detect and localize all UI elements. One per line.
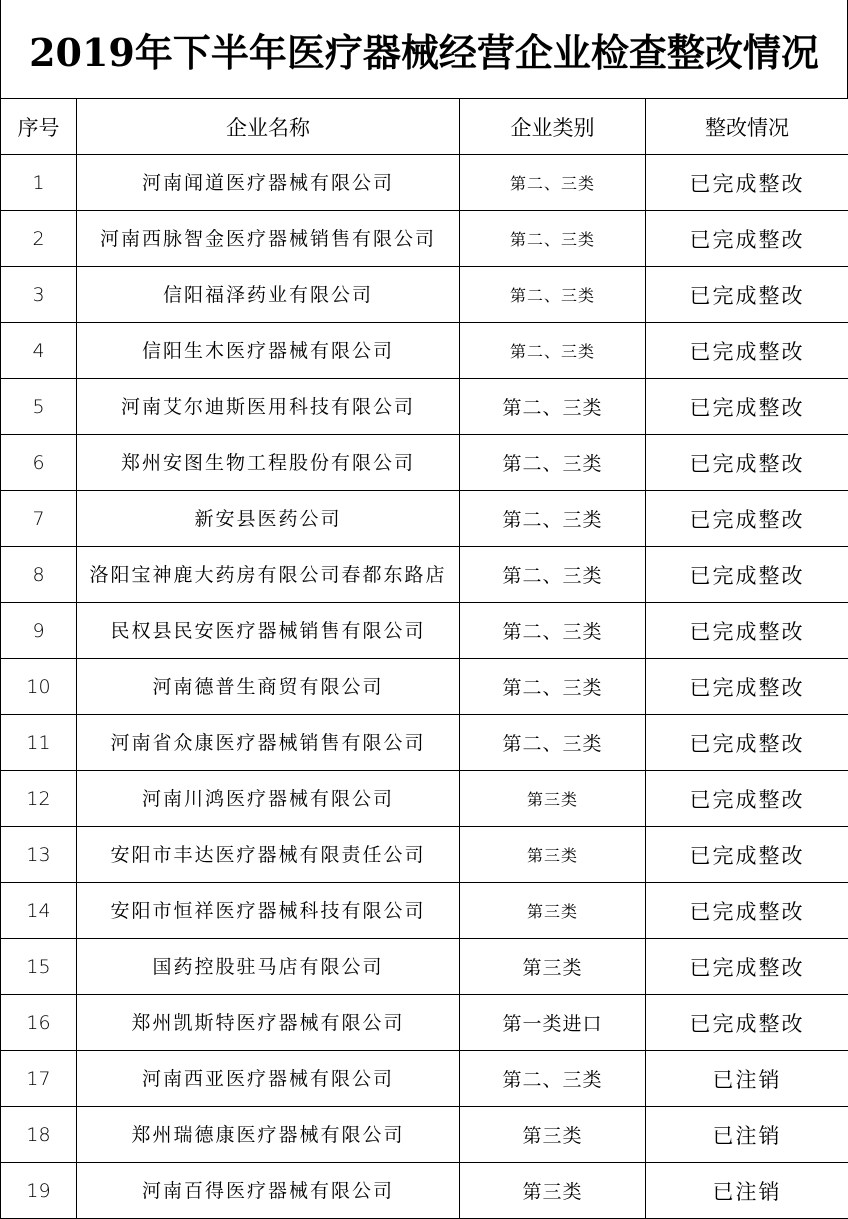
row-index: 19: [1, 1163, 77, 1219]
rectification-status: 已注销: [646, 1107, 848, 1163]
company-name: 民权县民安医疗器械销售有限公司: [77, 603, 460, 659]
company-name: 河南百得医疗器械有限公司: [77, 1163, 460, 1219]
company-category: 第二、三类: [460, 659, 646, 715]
row-index: 3: [1, 267, 77, 323]
row-index: 12: [1, 771, 77, 827]
company-name: 河南西亚医疗器械有限公司: [77, 1051, 460, 1107]
table-row: [1, 659, 848, 715]
company-name: 安阳市丰达医疗器械有限责任公司: [77, 827, 460, 883]
rectification-status: 已完成整改: [646, 995, 848, 1051]
row-index: 18: [1, 1107, 77, 1163]
row-index: 17: [1, 1051, 77, 1107]
page-title: 2019年下半年医疗器械经营企业检查整改情况: [0, 0, 848, 98]
header-row: [1, 99, 848, 155]
rectification-status: 已完成整改: [646, 715, 848, 771]
row-index: 15: [1, 939, 77, 995]
rectification-status: 已完成整改: [646, 267, 848, 323]
table-row: [1, 1163, 848, 1219]
rectification-status: 已完成整改: [646, 323, 848, 379]
row-index: 16: [1, 995, 77, 1051]
table-row: [1, 267, 848, 323]
column-header-name: 企业名称: [77, 99, 460, 155]
company-name: 郑州瑞德康医疗器械有限公司: [77, 1107, 460, 1163]
company-category: 第二、三类: [460, 715, 646, 771]
row-index: 11: [1, 715, 77, 771]
company-category: 第二、三类: [460, 155, 646, 211]
table-row: [1, 379, 848, 435]
rectification-status: 已完成整改: [646, 547, 848, 603]
table-row: [1, 995, 848, 1051]
table-row: [1, 883, 848, 939]
rectification-status: 已完成整改: [646, 211, 848, 267]
company-category: 第二、三类: [460, 379, 646, 435]
company-category: 第一类进口: [460, 995, 646, 1051]
row-index: 8: [1, 547, 77, 603]
company-category: 第二、三类: [460, 211, 646, 267]
rectification-status: 已完成整改: [646, 379, 848, 435]
table-row: [1, 771, 848, 827]
row-index: 10: [1, 659, 77, 715]
company-category: 第二、三类: [460, 547, 646, 603]
rectification-status: 已注销: [646, 1051, 848, 1107]
company-category: 第二、三类: [460, 267, 646, 323]
company-category: 第二、三类: [460, 491, 646, 547]
table-row: [1, 491, 848, 547]
company-name: 河南艾尔迪斯医用科技有限公司: [77, 379, 460, 435]
rectification-status: 已完成整改: [646, 939, 848, 995]
company-category: 第三类: [460, 883, 646, 939]
company-name: 信阳生木医疗器械有限公司: [77, 323, 460, 379]
company-name: 信阳福泽药业有限公司: [77, 267, 460, 323]
rectification-status: 已完成整改: [646, 155, 848, 211]
rectification-status: 已完成整改: [646, 827, 848, 883]
table-row: [1, 547, 848, 603]
rectification-status: 已完成整改: [646, 883, 848, 939]
company-name: 河南西脉智金医疗器械销售有限公司: [77, 211, 460, 267]
table-row: [1, 827, 848, 883]
row-index: 5: [1, 379, 77, 435]
company-name: 洛阳宝神鹿大药房有限公司春都东路店: [77, 547, 460, 603]
table-row: [1, 1107, 848, 1163]
company-name: 安阳市恒祥医疗器械科技有限公司: [77, 883, 460, 939]
rectification-status: 已完成整改: [646, 603, 848, 659]
company-category: 第二、三类: [460, 603, 646, 659]
row-index: 4: [1, 323, 77, 379]
table-row: [1, 323, 848, 379]
table-header: [1, 99, 848, 155]
company-category: 第三类: [460, 827, 646, 883]
column-header-category: 企业类别: [460, 99, 646, 155]
table-row: [1, 1051, 848, 1107]
company-name: 郑州凯斯特医疗器械有限公司: [77, 995, 460, 1051]
table-row: [1, 211, 848, 267]
company-name: 郑州安图生物工程股份有限公司: [77, 435, 460, 491]
table-body: [1, 155, 848, 1219]
company-category: 第三类: [460, 1163, 646, 1219]
company-name: 河南川鸿医疗器械有限公司: [77, 771, 460, 827]
table-row: [1, 435, 848, 491]
rectification-table: [0, 98, 848, 1219]
row-index: 9: [1, 603, 77, 659]
row-index: 1: [1, 155, 77, 211]
company-category: 第二、三类: [460, 435, 646, 491]
row-index: 6: [1, 435, 77, 491]
company-name: 河南德普生商贸有限公司: [77, 659, 460, 715]
company-category: 第二、三类: [460, 323, 646, 379]
company-name: 河南省众康医疗器械销售有限公司: [77, 715, 460, 771]
table-row: [1, 155, 848, 211]
column-header-status: 整改情况: [646, 99, 848, 155]
rectification-status: 已完成整改: [646, 491, 848, 547]
row-index: 14: [1, 883, 77, 939]
rectification-status: 已完成整改: [646, 659, 848, 715]
rectification-status: 已完成整改: [646, 771, 848, 827]
rectification-status: 已注销: [646, 1163, 848, 1219]
row-index: 2: [1, 211, 77, 267]
company-name: 河南闻道医疗器械有限公司: [77, 155, 460, 211]
row-index: 13: [1, 827, 77, 883]
table-row: [1, 603, 848, 659]
column-header-index: 序号: [1, 99, 77, 155]
company-category: 第三类: [460, 771, 646, 827]
table-row: [1, 715, 848, 771]
company-category: 第二、三类: [460, 1051, 646, 1107]
rectification-status: 已完成整改: [646, 435, 848, 491]
company-category: 第三类: [460, 939, 646, 995]
row-index: 7: [1, 491, 77, 547]
company-name: 国药控股驻马店有限公司: [77, 939, 460, 995]
table-row: [1, 939, 848, 995]
company-category: 第三类: [460, 1107, 646, 1163]
company-name: 新安县医药公司: [77, 491, 460, 547]
